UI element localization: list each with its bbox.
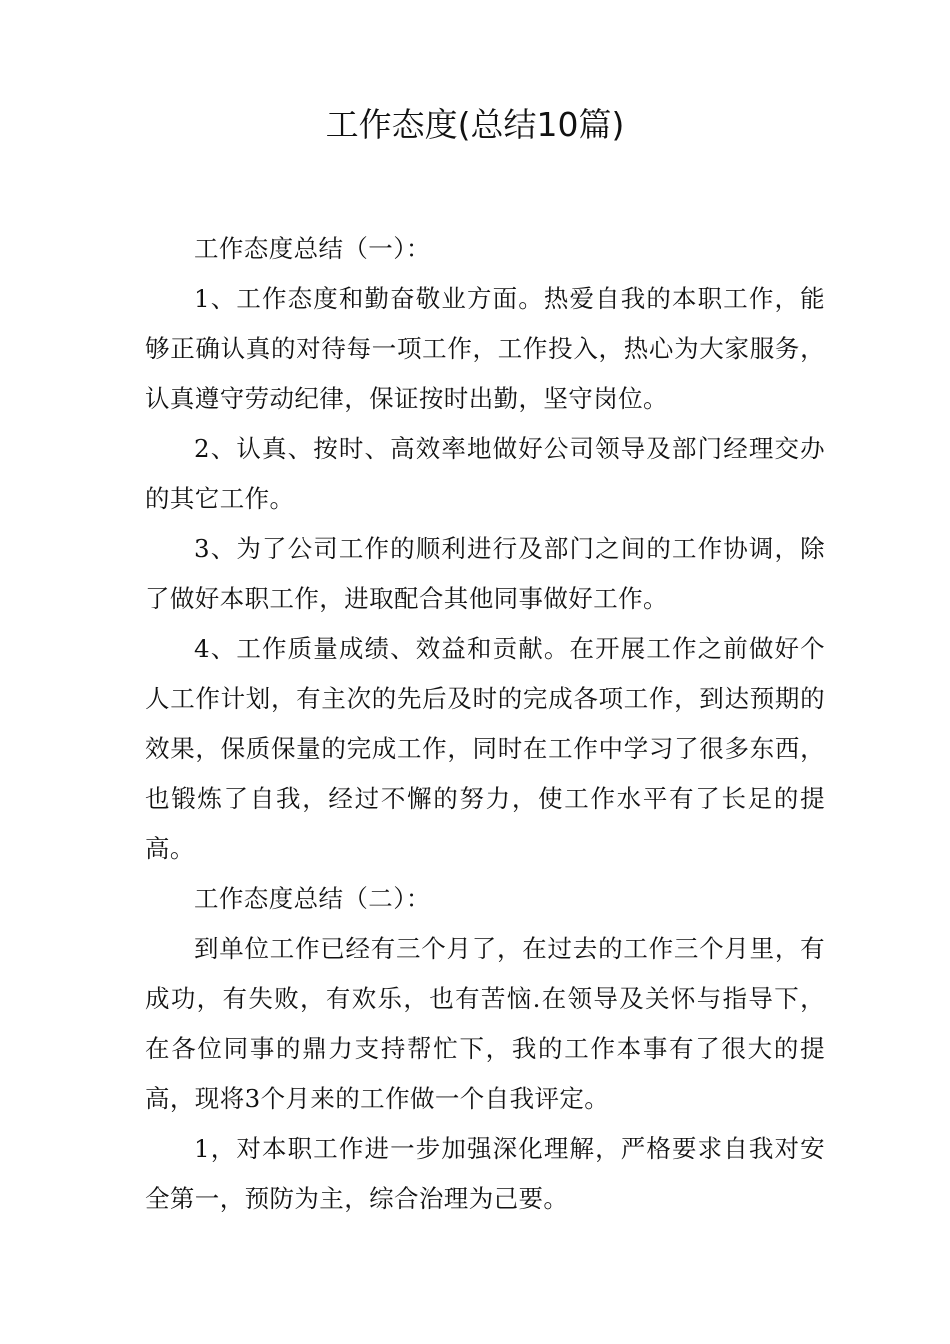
paragraph: 2、认真、按时、高效率地做好公司领导及部门经理交办的其它工作。	[145, 434, 825, 513]
paragraph: 到单位工作已经有三个月了，在过去的工作三个月里，有成功，有失败，有欢乐，也有苦恼.在领导及关怀与指导下，在各位同事的鼎力支持帮忙下，我的工作本事有了很大的提高，现将3个月来的工作做一个自我评定。	[145, 934, 825, 1113]
document-title: 工作态度(总结10篇)	[325, 105, 625, 144]
paragraph: 4、工作质量成绩、效益和贡献。在开展工作之前做好个人工作计划，有主次的先后及时的完成各项工作，到达预期的效果，保质保量的完成工作，同时在工作中学习了很多东西，也锻炼了自我，经过不懈的努力，使工作水平有了长足的提高。	[145, 634, 825, 863]
paragraph: 3、为了公司工作的顺利进行及部门之间的工作协调，除了做好本职工作，进取配合其他同事做好工作。	[145, 534, 825, 613]
paragraph: 1，对本职工作进一步加强深化理解，严格要求自我对安全第一，预防为主，综合治理为己要。	[145, 1134, 825, 1213]
section-heading-2: 工作态度总结（二）：	[194, 884, 431, 913]
section-heading-1: 工作态度总结（一）：	[194, 234, 431, 263]
paragraph: 1、工作态度和勤奋敬业方面。热爱自我的本职工作，能够正确认真的对待每一项工作，工作投入，热心为大家服务，认真遵守劳动纪律，保证按时出勤，坚守岗位。	[145, 284, 825, 413]
document-body	[145, 224, 825, 1224]
